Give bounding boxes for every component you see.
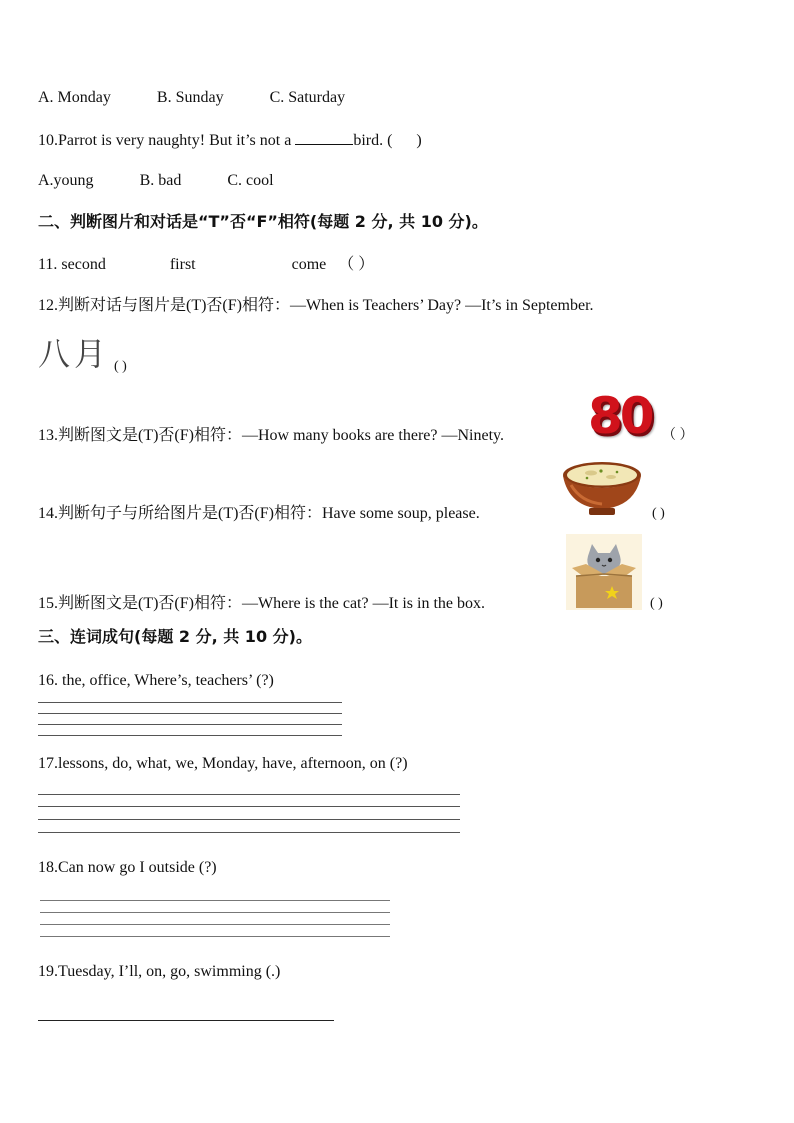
number-80-picture-text: 80 <box>588 387 652 445</box>
q12-answer-paren[interactable]: ( ) <box>114 359 127 374</box>
q9-option-c: C. Saturday <box>269 89 346 106</box>
q9-option-a: A. Monday <box>38 89 111 106</box>
q13-answer-paren[interactable]: （ ） <box>662 428 694 443</box>
q10-options <box>38 171 274 191</box>
q18-rule <box>40 924 390 925</box>
q10-number: 10. <box>38 132 58 149</box>
q17-writing-lines[interactable] <box>38 794 460 834</box>
q9-option-b: B. Sunday <box>156 89 224 106</box>
section3-heading: 三、连词成句(每题 2 分, 共 10 分)。 <box>38 627 312 646</box>
q10-option-c: C. cool <box>227 172 274 189</box>
q17-rule <box>38 794 460 795</box>
q17-question: 17.lessons, do, what, we, Monday, have, afternoon, on (?) <box>38 755 408 772</box>
q17-rule <box>38 806 460 807</box>
q13-question: 13.判断图文是(T)否(F)相符：—How many books are there? —Ninety. <box>38 427 504 444</box>
q18-rule <box>40 912 390 913</box>
q11-question <box>38 255 374 275</box>
q15-question: 15.判断图文是(T)否(F)相符：—Where is the cat? —It is in the box. <box>38 595 486 612</box>
q10-paren-close: ) <box>416 132 422 149</box>
q15-answer-paren[interactable]: ( ) <box>650 596 663 611</box>
q14-answer-paren[interactable]: ( ) <box>652 506 665 521</box>
number-80-image <box>588 388 658 444</box>
q18-question: 18.Can now go I outside (?) <box>38 859 217 876</box>
q19-answer-line[interactable] <box>38 1020 334 1021</box>
q17-rule <box>38 819 460 820</box>
q10-question <box>38 130 422 151</box>
q17-rule <box>38 832 460 833</box>
section2-heading: 二、判断图片和对话是“T”否“F”相符(每题 2 分, 共 10 分)。 <box>38 212 488 231</box>
q18-rule <box>40 936 390 937</box>
q18-rule <box>40 900 390 901</box>
q10-text-before: Parrot is very naughty! But it’s not a <box>58 132 292 149</box>
q16-question: 16. the, office, Where’s, teachers’ (?) <box>38 672 274 689</box>
q16-rule <box>38 713 342 714</box>
q16-rule <box>38 724 342 725</box>
q14-question: 14.判断句子与所给图片是(T)否(F)相符：Have some soup, please. <box>38 505 480 522</box>
q11-word-3: come <box>291 256 327 273</box>
q10-option-b: B. bad <box>139 172 182 189</box>
q11-answer-paren[interactable]: （ ） <box>338 256 375 273</box>
q12-question: 12.判断对话与图片是(T)否(F)相符：—When is Teachers’ Day? —It’s in September. <box>38 297 594 314</box>
soup-bowl-image <box>561 457 643 519</box>
q10-blank[interactable] <box>295 130 353 145</box>
q11-word-2: first <box>169 256 196 273</box>
q9-options <box>38 88 345 108</box>
q11-number: 11. <box>38 256 58 273</box>
chinese-august-text-image <box>38 334 114 374</box>
q19-question: 19.Tuesday, I’ll, on, go, swimming (.) <box>38 963 281 980</box>
q10-option-a: A.young <box>38 172 94 189</box>
q11-word-1: second <box>61 256 106 273</box>
q16-rule <box>38 735 342 736</box>
q16-writing-lines[interactable] <box>38 702 342 738</box>
august-picture-text: 八月 <box>38 335 111 373</box>
q16-rule <box>38 702 342 703</box>
q10-text-after: bird. ( <box>353 132 393 149</box>
cat-in-box-image <box>566 534 642 610</box>
q18-writing-lines[interactable] <box>40 900 390 938</box>
